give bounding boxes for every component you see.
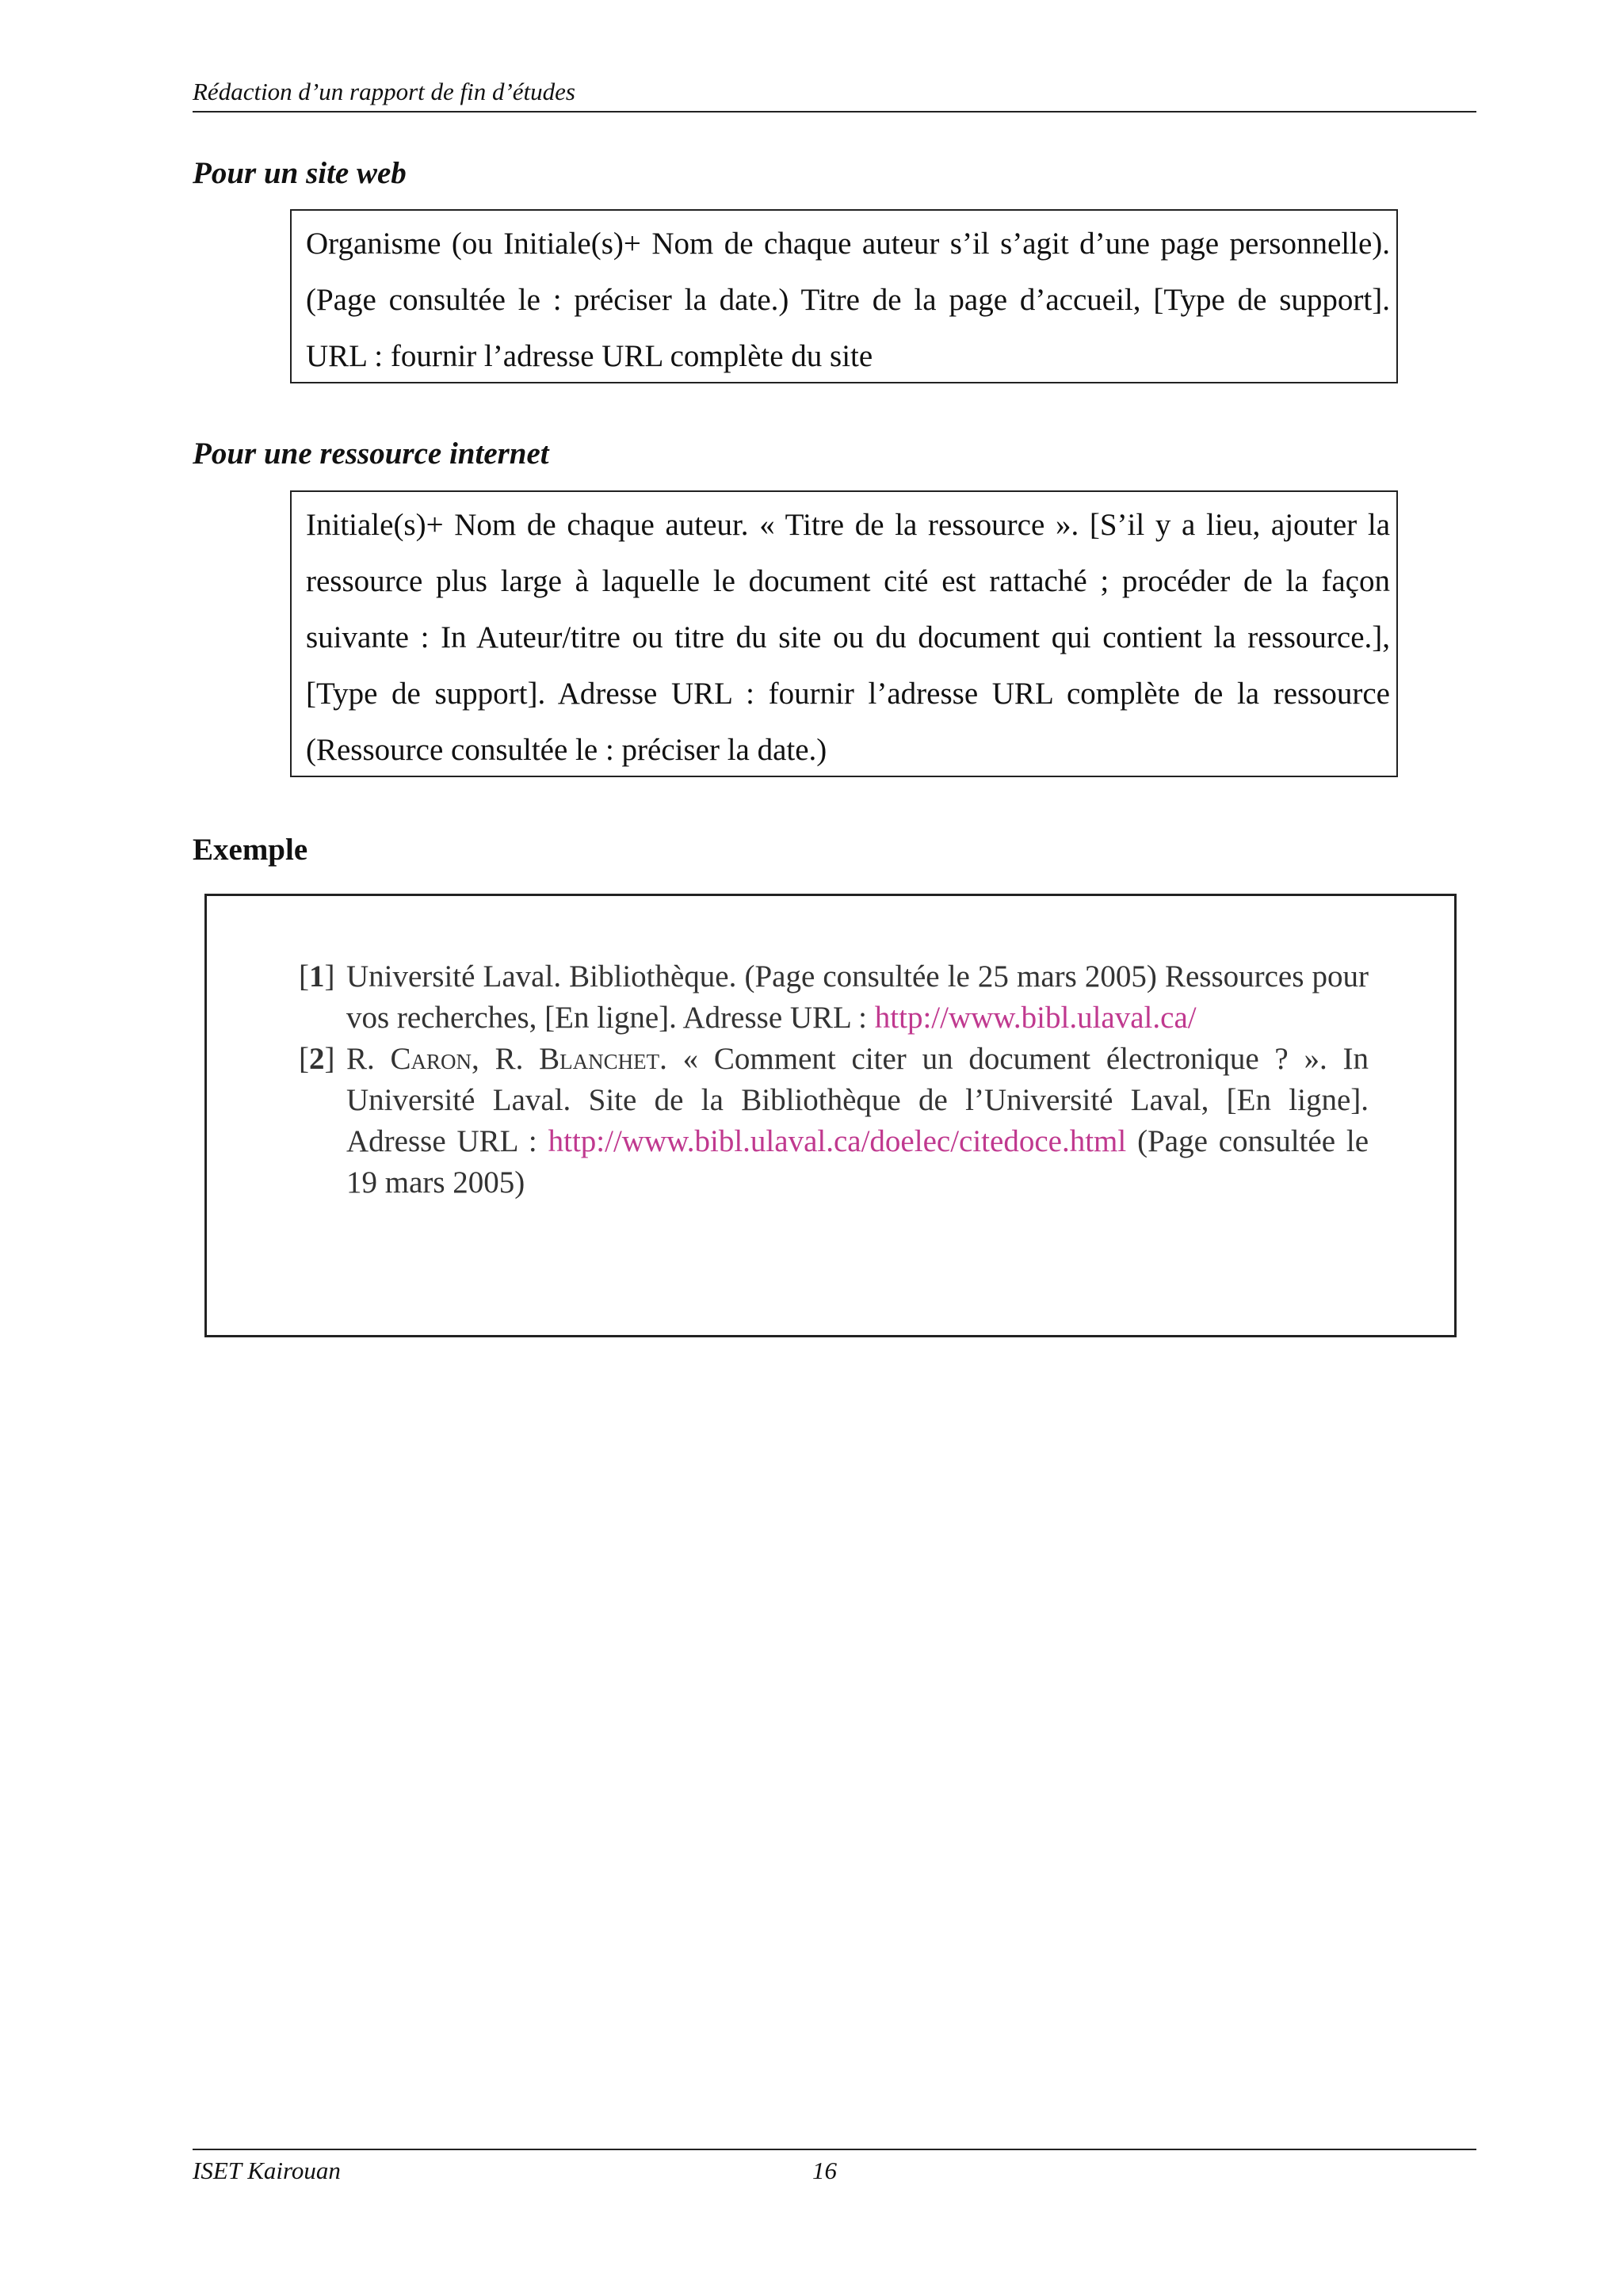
reference-number: [1] [299,959,335,994]
reference-text: Université Laval. Bibliothèque. (Page consultée le 25 mars 2005) Ressources pour vos recherches, [En ligne]. Adresse URL : [346,959,1369,1035]
reference-text: « Comment citer un document électronique ? ». In Université Laval. Site de la Bibliothèque de l’Université Laval, [En ligne]. Adresse URL : [346,1042,1369,1158]
example-frame [204,894,1457,1337]
reference-authors: R. Caron, R. Blanchet. [346,1042,667,1076]
template-text-ressource: Initiale(s)+ Nom de chaque auteur. « Titre de la ressource ». [S’il y a lieu, ajouter la ressource plus large à laquelle le document cité est rattaché ; procéder de la façon suivante : In Auteur/titre ou titre du site ou du document qui contient la ressource.], [Type de support]. Adresse URL : fournir l’adresse URL complète de la ressource (Ressource consultée le : préciser la date.) [306,508,1390,767]
reference-number: [2] [299,1042,335,1076]
template-box-site-web [290,209,1398,383]
heading-site-web: Pour un site web [193,156,407,190]
page-header [193,73,1476,113]
template-box-ressource [290,490,1398,777]
heading-ressource-internet: Pour une ressource internet [193,437,549,471]
reference-url-link[interactable]: http://www.bibl.ulaval.ca/doelec/citedoce.html [548,1124,1127,1158]
reference-url-link[interactable]: http://www.bibl.ulaval.ca/ [874,1001,1197,1035]
reference-item-2 [299,1039,1369,1203]
reference-item-1 [299,956,1369,1039]
header-title: Rédaction d’un rapport de fin d’études [193,78,575,105]
footer-institution: ISET Kairouan [193,2157,341,2184]
heading-exemple: Exemple [193,833,308,867]
reference-list [299,956,1369,1203]
page-footer [193,2149,1476,2190]
footer-page-number: 16 [812,2157,837,2184]
template-text-site-web: Organisme (ou Initiale(s)+ Nom de chaque auteur s’il s’agit d’une page personnelle). (Page consultée le : préciser la date.) Titre de la page d’accueil, [Type de support]. URL : fournir l’adresse URL complète du site [306,227,1390,373]
reference-consulted-date: (Page consultée le 19 mars 2005) [346,1124,1369,1199]
